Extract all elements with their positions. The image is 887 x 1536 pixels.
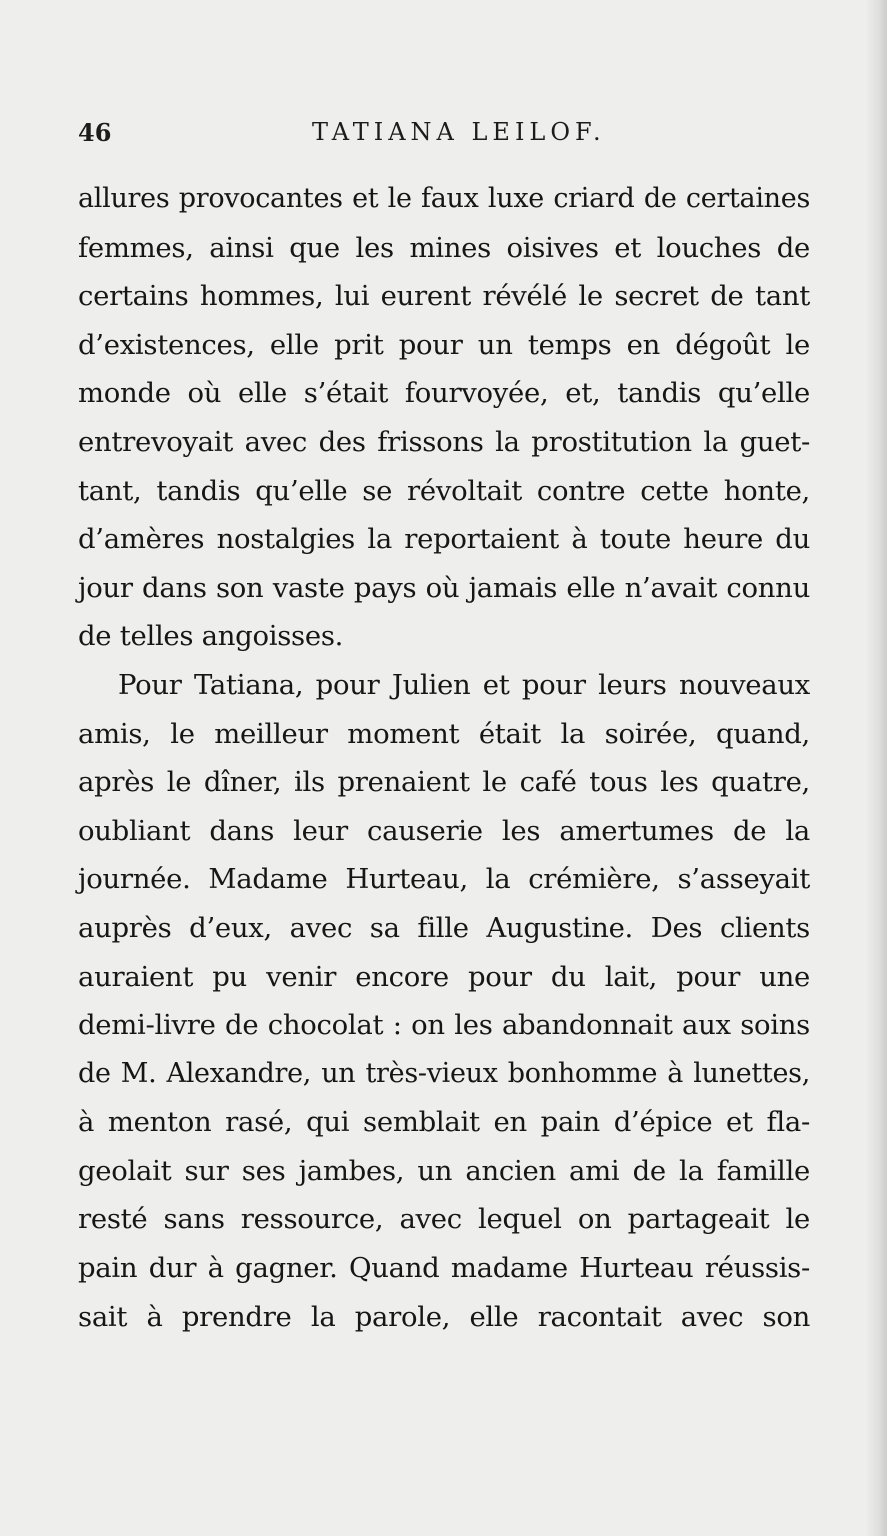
paragraph-end-line: de telles angoisses. [78,620,344,653]
text-line: certains hommes, lui eurent révélé le secret de tant [78,280,810,313]
text-line: sait à prendre la parole, elle racontait avec son [78,1300,810,1333]
body-text [78,175,810,1341]
text-line: jour dans son vaste pays où jamais elle n’avait connu [78,571,810,604]
text-line: geolait sur ses jambes, un ancien ami de la famille [78,1154,810,1187]
text-line: demi-livre de chocolat : on les abandonnait aux soins [78,1009,810,1042]
text-line: allures provocantes et le faux luxe criard de certaines [78,183,810,214]
text-line: monde où elle s’était fourvoyée, et, tandis qu’elle [78,377,810,410]
text-line: amis, le meilleur moment était la soirée, quand, [78,717,810,750]
text-line: journée. Madame Hurteau, la crémière, s’asseyait [78,863,810,896]
text-line: resté sans ressource, avec lequel on partageait le [78,1203,810,1236]
text-line: tant, tandis qu’elle se révoltait contre cette honte, [78,474,810,507]
page-edge-shadow [865,0,887,1536]
paragraph-start-line: Pour Tatiana, pour Julien et pour leurs nouveaux [118,668,810,701]
page-number: 46 [78,118,112,147]
text-line: à menton rasé, qui semblait en pain d’épice et fla- [78,1106,810,1139]
text-line: auprès d’eux, avec sa fille Augustine. Des clients [78,911,810,944]
text-line: pain dur à gagner. Quand madame Hurteau réussis- [78,1252,810,1285]
running-title: TATIANA LEILOF. [312,118,606,146]
text-line: après le dîner, ils prenaient le café tous les quatre, [78,766,810,799]
text-line: oubliant dans leur causerie les amertumes de la [78,814,810,847]
text-line: entrevoyait avec des frissons la prostitution la guet- [78,425,810,458]
text-line: d’existences, elle prit pour un temps en dégoût le [78,328,810,361]
text-line: d’amères nostalgies la reportaient à toute heure du [78,523,810,556]
text-line: de M. Alexandre, un très-vieux bonhomme à lunettes, [78,1057,810,1089]
text-line: femmes, ainsi que les mines oisives et louches de [78,231,810,264]
text-line: auraient pu venir encore pour du lait, pour une [78,960,810,993]
page-header [78,118,810,154]
